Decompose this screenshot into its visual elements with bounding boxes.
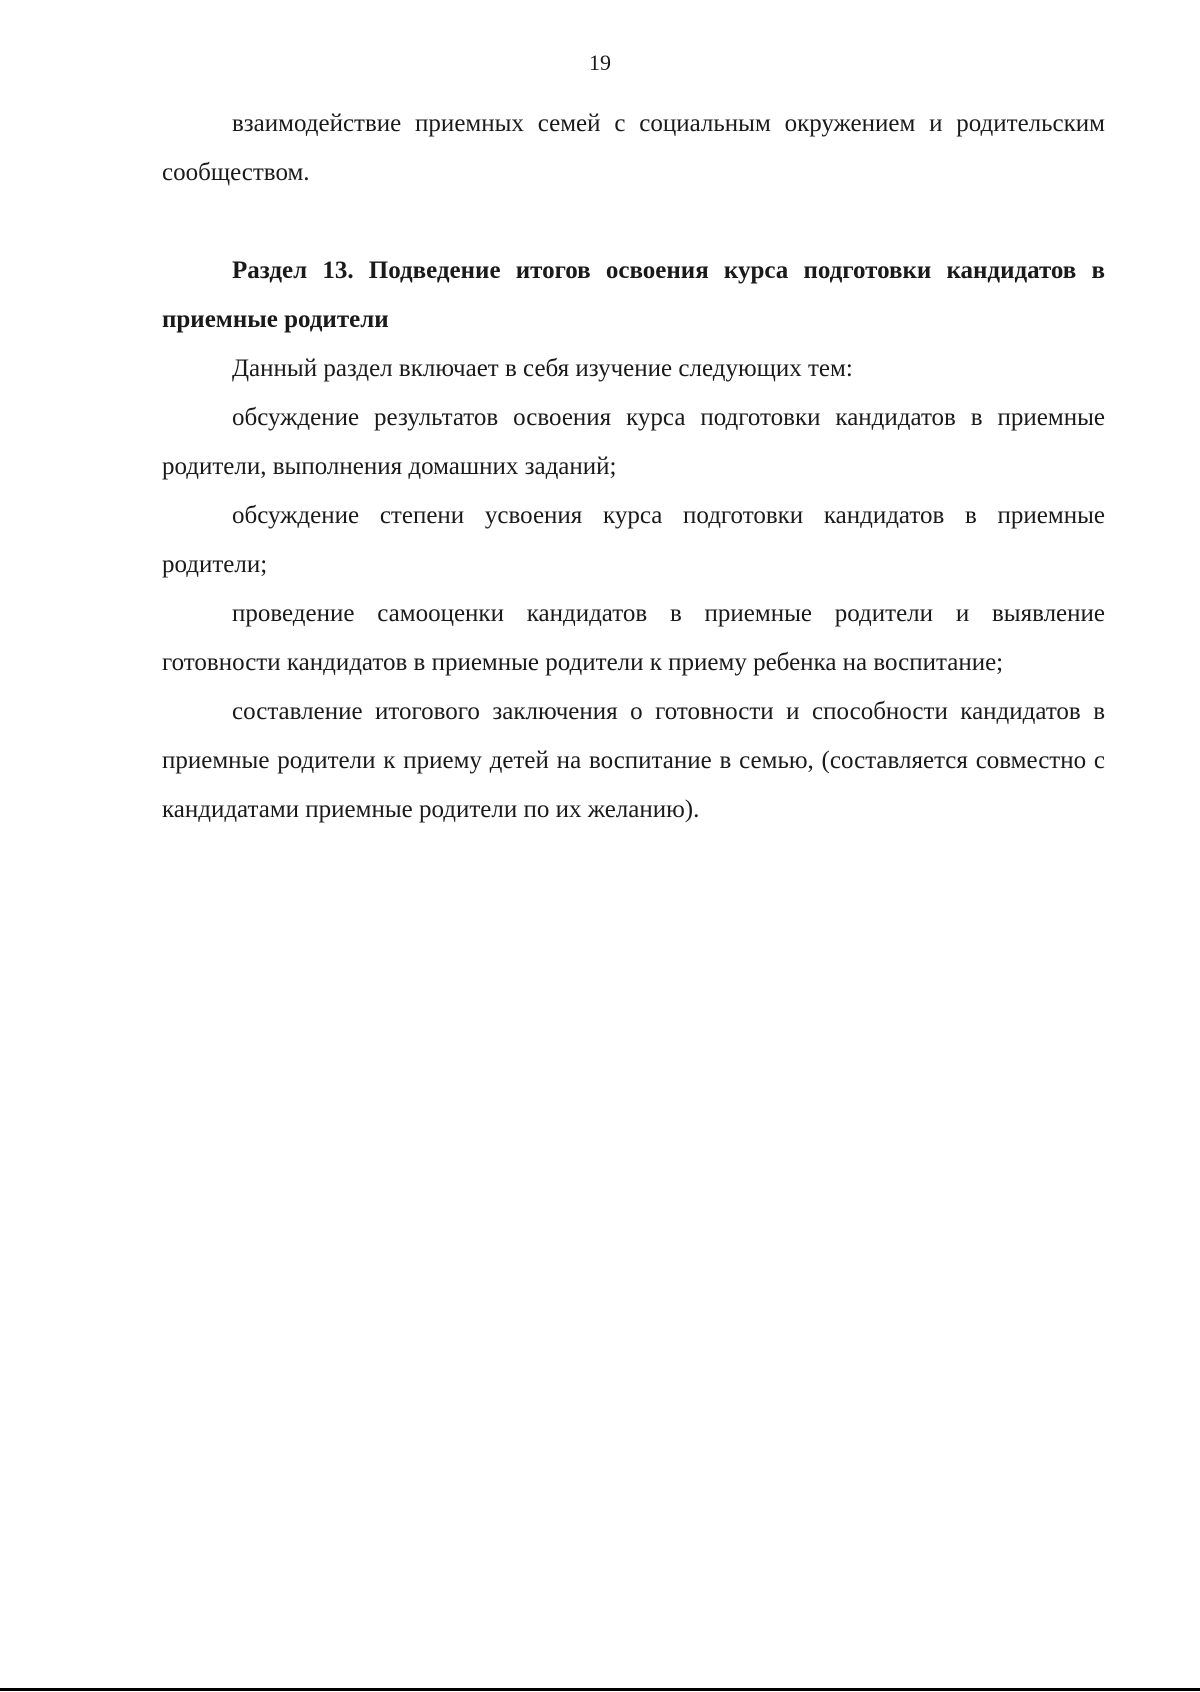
topic-item: обсуждение результатов освоения курса подготовки кандидатов в приемные родители, выполнения домашних заданий;: [162, 404, 1105, 480]
topic-item: составление итогового заключения о готовности и способности кандидатов в приемные родители к приему детей на воспитание в семью, (составляется совместно с кандидатами приемные родители по их желанию).: [162, 698, 1105, 823]
page-number: 19: [589, 50, 611, 75]
topic-item: проведение самооценки кандидатов в приемные родители и выявление готовности кандидатов в приемные родители к приему ребенка на воспитание;: [162, 600, 1105, 676]
section-intro: Данный раздел включает в себя изучение следующих тем:: [232, 355, 853, 382]
topic-item: обсуждение степени усвоения курса подготовки кандидатов в приемные родители;: [162, 502, 1105, 578]
section-heading: Раздел 13. Подведение итогов освоения курса подготовки кандидатов в приемные родители: [162, 257, 1105, 333]
scan-bottom-edge: [0, 1688, 1200, 1691]
paragraph-continuation: взаимодействие приемных семей с социальным окружением и родительским сообществом.: [162, 110, 1105, 186]
document-body: [162, 99, 1105, 834]
